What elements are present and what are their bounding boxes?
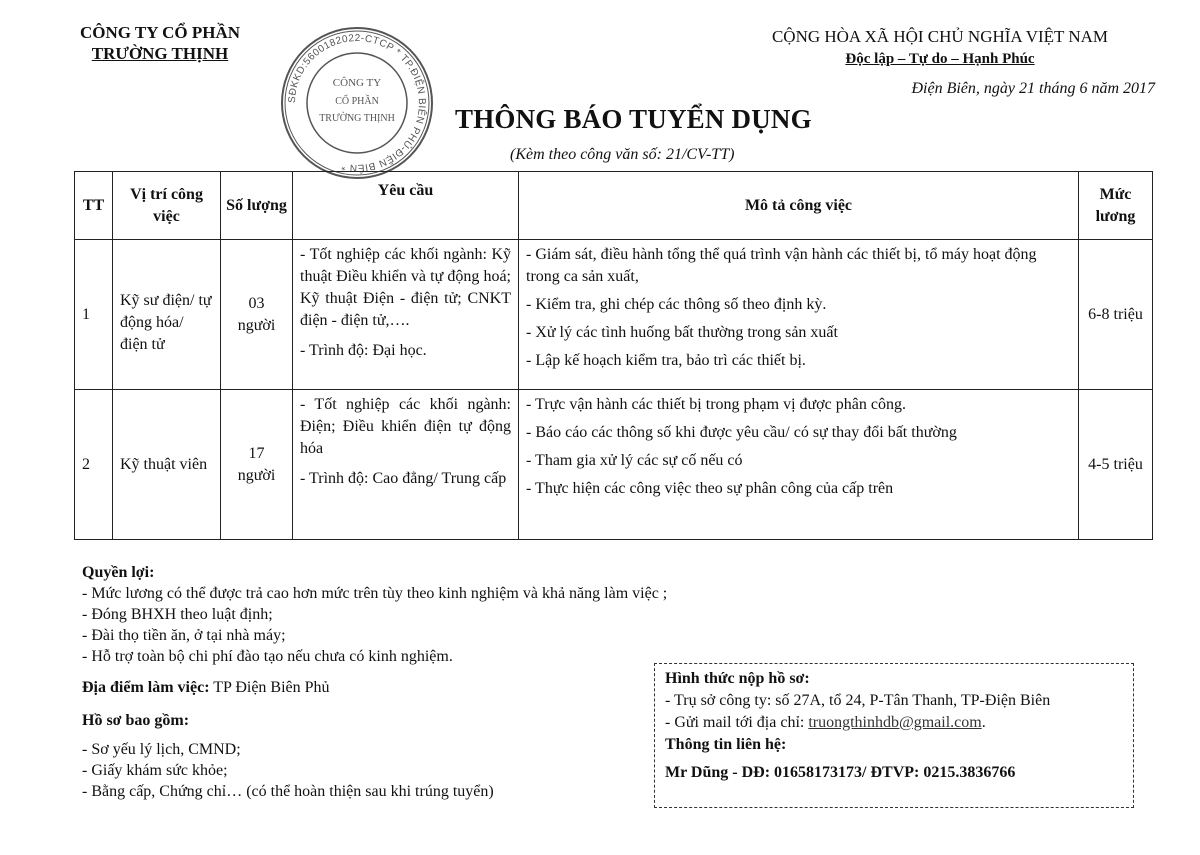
benefit-item: - Mức lương có thể được trả cao hơn mức trên tùy theo kinh nghiệm và khả năng làm việc ; [82, 585, 668, 602]
requirement-item: - Tốt nghiệp các khối ngành: Kỹ thuật Điều khiển và tự động hoá; Kỹ thuật Điện - điện tử; CNKT điện - điện tử,…. [300, 246, 511, 329]
benefit-item: - Đóng BHXH theo luật định; [82, 606, 273, 623]
row-tt: 2 [75, 390, 113, 540]
header-description: Mô tả công việc [519, 172, 1079, 240]
row-requirements [293, 240, 519, 390]
row-tt: 1 [75, 240, 113, 390]
description-item: - Trực vận hành các thiết bị trong phạm vị được phân công. [526, 396, 906, 413]
benefit-item: - Hỗ trợ toàn bộ chi phí đào tạo nếu chưa có kinh nghiệm. [82, 648, 453, 665]
seal-outer-text: SĐKKD:5600182022-CTCP * TP.ĐIỆN BIÊN PHỦ-ĐIỆN BIÊN * [286, 32, 428, 174]
header-requirements: Yêu cầu [293, 172, 519, 240]
row-quantity: 03 người [221, 240, 293, 390]
description-item: - Báo cáo các thông số khi được yêu cầu/ có sự thay đổi bất thường [526, 424, 957, 441]
header-tt: TT [75, 172, 113, 240]
seal-line-2: CỔ PHẦN [335, 96, 379, 107]
email-link[interactable]: truongthinhdb@gmail.com [808, 714, 982, 731]
requirement-item: - Trình độ: Đại học. [300, 342, 427, 359]
location-label: Địa điểm làm việc: [82, 679, 210, 696]
documents-section [82, 710, 642, 802]
company-line-1: CÔNG TY CỔ PHẦN [79, 23, 241, 42]
row-position: Kỹ thuật viên [113, 390, 221, 540]
requirement-item: - Trình độ: Cao đẳng/ Trung cấp [300, 470, 507, 487]
row-description [519, 240, 1079, 390]
row-requirements [293, 390, 519, 540]
application-box [654, 663, 1134, 808]
description-item: - Thực hiện các công việc theo sự phân công của cấp trên [526, 480, 894, 497]
seal-line-3: TRƯỜNG THỊNH [319, 113, 395, 124]
contact-heading: Thông tin liên hệ: [665, 736, 787, 753]
mail-suffix: . [981, 714, 986, 731]
description-item: - Kiểm tra, ghi chép các thông số theo định kỳ. [526, 296, 827, 313]
header-salary: Mức lương [1079, 172, 1153, 240]
benefit-item: - Đài thọ tiền ăn, ở tại nhà máy; [82, 627, 286, 644]
document-item: - Giấy khám sức khỏe; [82, 762, 228, 779]
row-quantity: 17 người [221, 390, 293, 540]
table-row [75, 390, 1153, 540]
nation-motto: Độc lập – Tự do – Hạnh Phúc [845, 51, 1035, 67]
document-item: - Bằng cấp, Chứng chỉ… (có thể hoàn thiện sau khi trúng tuyển) [82, 783, 494, 800]
requirement-item: - Tốt nghiệp các khối ngành: Điện; Điều khiển điện tự động hóa [300, 396, 511, 457]
document-subtitle: (Kèm theo công văn số: 21/CV-TT) [510, 146, 735, 163]
documents-heading: Hồ sơ bao gồm: [82, 712, 190, 729]
nation-line-1: CỘNG HÒA XÃ HỘI CHỦ NGHĨA VIỆT NAM [771, 27, 1109, 46]
mail-prefix: - Gửi mail tới địa chỉ: [665, 714, 809, 731]
company-name [40, 22, 280, 64]
document-date: Điện Biên, ngày 21 tháng 6 năm 2017 [911, 80, 1155, 97]
national-header [700, 26, 1180, 70]
seal-line-1: CÔNG TY [332, 77, 382, 89]
job-table [74, 171, 1153, 540]
description-item: - Giám sát, điều hành tổng thể quá trình vận hành các thiết bị, tổ máy hoạt động trong ca sản xuất, [526, 246, 1037, 285]
mail-line [665, 712, 1123, 734]
row-salary: 4-5 triệu [1079, 390, 1153, 540]
row-description [519, 390, 1079, 540]
company-line-2: TRƯỜNG THỊNH [91, 44, 229, 63]
company-seal [278, 24, 436, 182]
description-item: - Lập kế hoạch kiểm tra, bảo trì các thiết bị. [526, 352, 806, 369]
header-quantity: Số lượng [221, 172, 293, 240]
benefits-heading: Quyền lợi: [82, 564, 155, 581]
benefits-section [82, 562, 802, 667]
document-title: THÔNG BÁO TUYỂN DỤNG [455, 104, 812, 134]
work-location [82, 679, 330, 697]
description-item: - Tham gia xử lý các sự cố nếu có [526, 452, 743, 469]
table-header-row [75, 172, 1153, 240]
contact-info: Mr Dũng - DĐ: 01658173173/ ĐTVP: 0215.3836766 [665, 764, 1016, 781]
location-value: TP Điện Biên Phủ [209, 679, 330, 696]
document-item: - Sơ yếu lý lịch, CMND; [82, 741, 241, 758]
description-item: - Xử lý các tình huống bất thường trong sản xuất [526, 324, 838, 341]
row-salary: 6-8 triệu [1079, 240, 1153, 390]
header-position: Vị trí công việc [113, 172, 221, 240]
application-heading: Hình thức nộp hồ sơ: [665, 670, 810, 687]
row-position: Kỹ sư điện/ tự động hóa/ điện tử [113, 240, 221, 390]
office-address: - Trụ sở công ty: số 27A, tổ 24, P-Tân Thanh, TP-Điện Biên [665, 692, 1051, 709]
table-row [75, 240, 1153, 390]
